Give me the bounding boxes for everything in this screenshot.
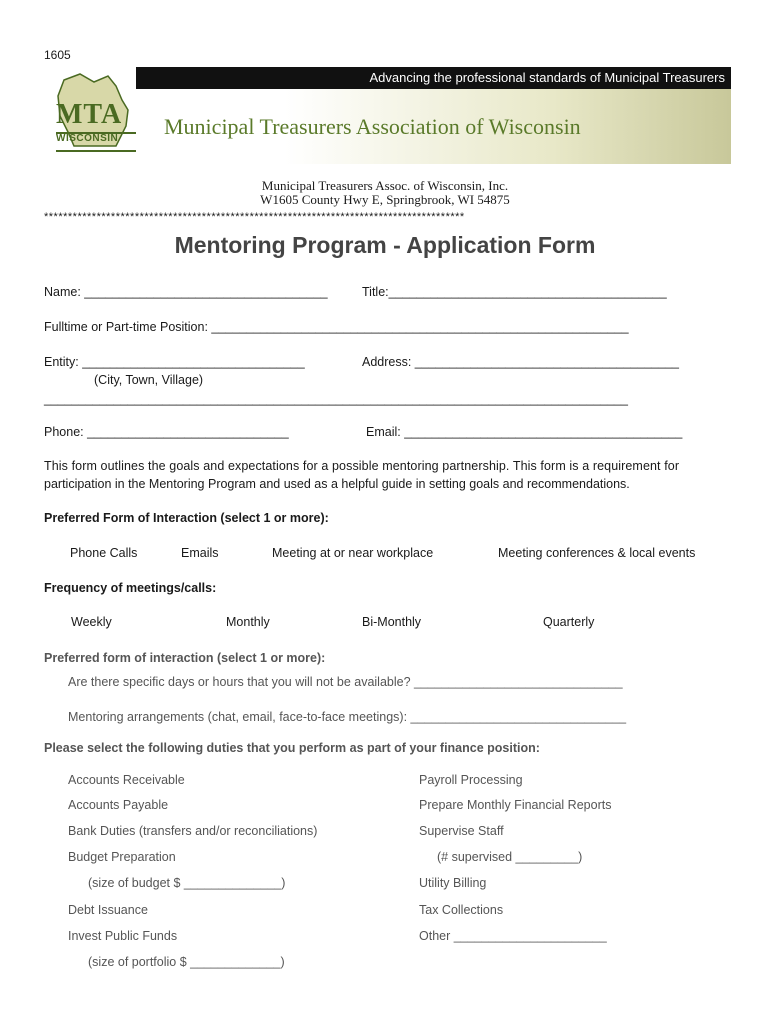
duty-debt-issuance[interactable]: Debt Issuance [68, 903, 148, 917]
organization-name: Municipal Treasurers Association of Wisconsin [164, 114, 581, 139]
frequency-heading: Frequency of meetings/calls: [44, 581, 217, 595]
tagline-banner: Advancing the professional standards of Municipal Treasurers [136, 67, 731, 89]
availability-question[interactable]: Are there specific days or hours that you will not be available? ______________________________ [68, 675, 623, 689]
duty-monthly-reports[interactable]: Prepare Monthly Financial Reports [419, 798, 612, 812]
budget-size-field[interactable]: (size of budget $ ______________) [88, 876, 286, 890]
intro-line-2: participation in the Mentoring Program and used as a helpful guide in setting goals and recommendations. [44, 477, 630, 491]
address-field[interactable]: Address: ______________________________________ [362, 355, 679, 369]
duty-tax-collections[interactable]: Tax Collections [419, 903, 504, 917]
address-line-1: Municipal Treasurers Assoc. of Wisconsin, Inc. [261, 178, 509, 193]
entity-hint: (City, Town, Village) [94, 373, 204, 387]
name-field[interactable]: Name: ___________________________________ [44, 285, 328, 299]
interaction-heading: Preferred Form of Interaction (select 1 or more): [44, 511, 329, 525]
availability-heading: Preferred form of interaction (select 1 or more): [44, 651, 326, 665]
duty-budget-preparation[interactable]: Budget Preparation [68, 850, 176, 864]
duty-invest-public-funds[interactable]: Invest Public Funds [68, 929, 178, 943]
page-title: Mentoring Program - Application Form [174, 232, 596, 258]
duty-supervise-staff[interactable]: Supervise Staff [419, 824, 504, 838]
option-phone-calls[interactable]: Phone Calls [70, 546, 138, 560]
option-monthly[interactable]: Monthly [226, 615, 270, 629]
duties-heading: Please select the following duties that you perform as part of your finance position: [44, 741, 540, 755]
portfolio-size-field[interactable]: (size of portfolio $ _____________) [88, 955, 285, 969]
option-meeting-conferences[interactable]: Meeting conferences & local events [498, 546, 696, 560]
duty-payroll-processing[interactable]: Payroll Processing [419, 773, 523, 787]
option-meeting-workplace[interactable]: Meeting at or near workplace [272, 546, 434, 560]
intro-line-1: This form outlines the goals and expectations for a possible mentoring partnership. This form is a requirement for [44, 459, 680, 473]
email-field[interactable]: Email: ________________________________________ [366, 425, 683, 439]
option-bi-monthly[interactable]: Bi-Monthly [362, 615, 422, 629]
duty-bank-duties[interactable]: Bank Duties (transfers and/or reconciliations) [68, 824, 318, 838]
logo-subtext: WISCONSIN [56, 133, 119, 144]
address-continuation-field[interactable]: ____________________________________________________________________________________ [44, 392, 628, 406]
duty-accounts-payable[interactable]: Accounts Payable [68, 798, 169, 812]
option-weekly[interactable]: Weekly [71, 615, 112, 629]
title-field[interactable]: Title:________________________________________ [362, 285, 667, 299]
duty-other-field[interactable]: Other ______________________ [419, 929, 607, 943]
entity-field[interactable]: Entity: ________________________________ [44, 355, 305, 369]
phone-field[interactable]: Phone: _____________________________ [44, 425, 289, 439]
duty-accounts-receivable[interactable]: Accounts Receivable [68, 773, 185, 787]
address-line-2: W1605 County Hwy E, Springbrook, WI 54875 [260, 192, 510, 207]
duty-utility-billing[interactable]: Utility Billing [419, 876, 487, 890]
position-field[interactable]: Fulltime or Part-time Position: ____________________________________________________________ [44, 320, 629, 334]
option-emails[interactable]: Emails [181, 546, 219, 560]
supervised-count-field[interactable]: (# supervised _________) [437, 850, 583, 864]
arrangements-question[interactable]: Mentoring arrangements (chat, email, face-to-face meetings): _______________________________ [68, 710, 627, 724]
form-number: 1605 [44, 48, 71, 62]
separator-line: **************************************************************************************** [44, 211, 465, 223]
option-quarterly[interactable]: Quarterly [543, 615, 595, 629]
logo-text: MTA [56, 99, 123, 130]
